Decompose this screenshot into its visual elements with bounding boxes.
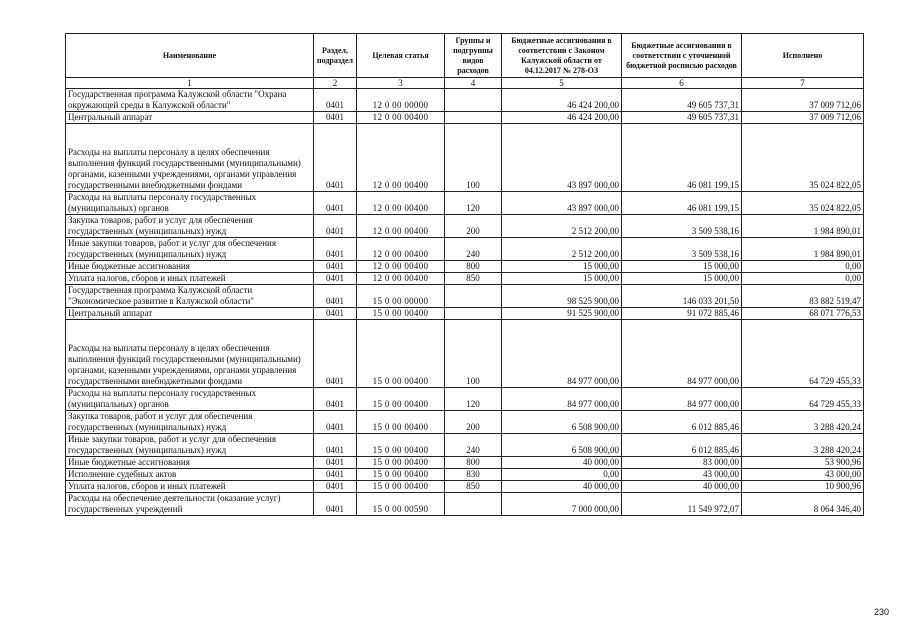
column-number: 6 bbox=[622, 78, 742, 89]
row-section-cell: 0401 bbox=[314, 469, 357, 481]
table-row bbox=[66, 308, 864, 320]
table-row bbox=[66, 457, 864, 469]
row-target-cell: 15 0 00 00400 bbox=[357, 320, 445, 388]
row-group-cell bbox=[445, 308, 502, 320]
row-section-cell: 0401 bbox=[314, 481, 357, 493]
row-group-cell: 240 bbox=[445, 434, 502, 457]
row-target-cell: 15 0 00 00400 bbox=[357, 434, 445, 457]
row-law-amount-cell: 2 512 200,00 bbox=[502, 215, 622, 238]
row-law-amount-cell: 15 000,00 bbox=[502, 273, 622, 285]
row-law-amount-cell: 2 512 200,00 bbox=[502, 238, 622, 261]
row-name-cell: Расходы на выплаты персоналу государственных (муниципальных) органов bbox=[66, 192, 314, 215]
table-row bbox=[66, 411, 864, 434]
row-law-amount-cell: 46 424 200,00 bbox=[502, 112, 622, 124]
row-executed-amount-cell: 53 900,96 bbox=[742, 457, 864, 469]
row-target-cell: 12 0 00 00400 bbox=[357, 124, 445, 192]
table-row bbox=[66, 89, 864, 112]
row-name-cell: Исполнение судебных актов bbox=[66, 469, 314, 481]
row-name-cell: Центральный аппарат bbox=[66, 308, 314, 320]
row-executed-amount-cell: 1 984 890,01 bbox=[742, 238, 864, 261]
row-group-cell bbox=[445, 89, 502, 112]
row-refined-amount-cell: 49 605 737,31 bbox=[622, 89, 742, 112]
row-refined-amount-cell: 84 977 000,00 bbox=[622, 320, 742, 388]
row-group-cell: 200 bbox=[445, 411, 502, 434]
table-row bbox=[66, 261, 864, 273]
header-target: Целевая статья bbox=[357, 34, 445, 78]
row-section-cell: 0401 bbox=[314, 493, 357, 516]
row-section-cell: 0401 bbox=[314, 89, 357, 112]
row-name-cell: Иные закупки товаров, работ и услуг для обеспечения государственных (муниципальных) нужд bbox=[66, 238, 314, 261]
budget-table bbox=[65, 33, 864, 516]
row-target-cell: 15 0 00 00400 bbox=[357, 457, 445, 469]
row-section-cell: 0401 bbox=[314, 457, 357, 469]
row-law-amount-cell: 91 525 900,00 bbox=[502, 308, 622, 320]
header-section: Раздел, подраздел bbox=[314, 34, 357, 78]
row-target-cell: 12 0 00 00400 bbox=[357, 238, 445, 261]
row-group-cell: 830 bbox=[445, 469, 502, 481]
table-row bbox=[66, 112, 864, 124]
table-row bbox=[66, 493, 864, 516]
row-refined-amount-cell: 3 509 538,16 bbox=[622, 238, 742, 261]
row-refined-amount-cell: 46 081 199,15 bbox=[622, 124, 742, 192]
row-law-amount-cell: 84 977 000,00 bbox=[502, 320, 622, 388]
row-group-cell: 800 bbox=[445, 261, 502, 273]
row-refined-amount-cell: 6 012 885,46 bbox=[622, 411, 742, 434]
row-section-cell: 0401 bbox=[314, 308, 357, 320]
row-law-amount-cell: 98 525 900,00 bbox=[502, 285, 622, 308]
header-executed: Исполнено bbox=[742, 34, 864, 78]
row-refined-amount-cell: 46 081 199,15 bbox=[622, 192, 742, 215]
row-refined-amount-cell: 15 000,00 bbox=[622, 273, 742, 285]
row-target-cell: 15 0 00 00400 bbox=[357, 469, 445, 481]
table-body bbox=[66, 89, 864, 516]
row-executed-amount-cell: 0,00 bbox=[742, 261, 864, 273]
row-name-cell: Расходы на выплаты персоналу государственных (муниципальных) органов bbox=[66, 388, 314, 411]
row-name-cell: Уплата налогов, сборов и иных платежей bbox=[66, 481, 314, 493]
row-target-cell: 12 0 00 00400 bbox=[357, 261, 445, 273]
row-group-cell: 100 bbox=[445, 320, 502, 388]
row-executed-amount-cell: 43 000,00 bbox=[742, 469, 864, 481]
column-number: 1 bbox=[66, 78, 314, 89]
row-name-cell: Закупка товаров, работ и услуг для обеспечения государственных (муниципальных) нужд bbox=[66, 411, 314, 434]
row-law-amount-cell: 6 508 900,00 bbox=[502, 411, 622, 434]
header-group: Группы и подгруппы видов расходов bbox=[445, 34, 502, 78]
row-section-cell: 0401 bbox=[314, 273, 357, 285]
row-name-cell: Государственная программа Калужской области "Охрана окружающей среды в Калужской области" bbox=[66, 89, 314, 112]
row-target-cell: 15 0 00 00000 bbox=[357, 285, 445, 308]
row-refined-amount-cell: 15 000,00 bbox=[622, 261, 742, 273]
row-group-cell: 120 bbox=[445, 388, 502, 411]
row-executed-amount-cell: 35 024 822,05 bbox=[742, 192, 864, 215]
row-refined-amount-cell: 3 509 538,16 bbox=[622, 215, 742, 238]
row-law-amount-cell: 40 000,00 bbox=[502, 457, 622, 469]
table-row bbox=[66, 481, 864, 493]
row-group-cell: 120 bbox=[445, 192, 502, 215]
column-number: 2 bbox=[314, 78, 357, 89]
table-row bbox=[66, 434, 864, 457]
row-section-cell: 0401 bbox=[314, 434, 357, 457]
row-executed-amount-cell: 83 882 519,47 bbox=[742, 285, 864, 308]
row-law-amount-cell: 43 897 000,00 bbox=[502, 192, 622, 215]
row-target-cell: 15 0 00 00400 bbox=[357, 308, 445, 320]
column-number: 3 bbox=[357, 78, 445, 89]
row-executed-amount-cell: 37 009 712,06 bbox=[742, 89, 864, 112]
table-row bbox=[66, 215, 864, 238]
column-number-row bbox=[66, 78, 864, 89]
table-row bbox=[66, 469, 864, 481]
row-refined-amount-cell: 11 549 972,07 bbox=[622, 493, 742, 516]
row-name-cell: Закупка товаров, работ и услуг для обеспечения государственных (муниципальных) нужд bbox=[66, 215, 314, 238]
page-number: 230 bbox=[874, 607, 890, 617]
row-target-cell: 12 0 00 00400 bbox=[357, 112, 445, 124]
row-executed-amount-cell: 10 900,96 bbox=[742, 481, 864, 493]
row-name-cell: Расходы на выплаты персоналу в целях обеспечения выполнения функций государственными (муниципальными) органами, казенными учреждениями, органами управления государственными внебюджетными фондами bbox=[66, 124, 314, 192]
row-section-cell: 0401 bbox=[314, 124, 357, 192]
row-refined-amount-cell: 91 072 885,46 bbox=[622, 308, 742, 320]
row-group-cell: 800 bbox=[445, 457, 502, 469]
header-name: Наименование bbox=[66, 34, 314, 78]
table-row bbox=[66, 238, 864, 261]
row-refined-amount-cell: 6 012 885,46 bbox=[622, 434, 742, 457]
row-section-cell: 0401 bbox=[314, 261, 357, 273]
row-name-cell: Центральный аппарат bbox=[66, 112, 314, 124]
row-executed-amount-cell: 64 729 455,33 bbox=[742, 388, 864, 411]
row-refined-amount-cell: 84 977 000,00 bbox=[622, 388, 742, 411]
column-number: 4 bbox=[445, 78, 502, 89]
table-row bbox=[66, 124, 864, 192]
row-law-amount-cell: 46 424 200,00 bbox=[502, 89, 622, 112]
row-executed-amount-cell: 1 984 890,01 bbox=[742, 215, 864, 238]
row-target-cell: 15 0 00 00400 bbox=[357, 411, 445, 434]
row-group-cell bbox=[445, 112, 502, 124]
row-law-amount-cell: 15 000,00 bbox=[502, 261, 622, 273]
row-refined-amount-cell: 43 000,00 bbox=[622, 469, 742, 481]
row-refined-amount-cell: 146 033 201,50 bbox=[622, 285, 742, 308]
row-executed-amount-cell: 0,00 bbox=[742, 273, 864, 285]
row-section-cell: 0401 bbox=[314, 215, 357, 238]
row-target-cell: 12 0 00 00400 bbox=[357, 215, 445, 238]
row-target-cell: 15 0 00 00400 bbox=[357, 388, 445, 411]
row-target-cell: 12 0 00 00000 bbox=[357, 89, 445, 112]
row-group-cell: 240 bbox=[445, 238, 502, 261]
row-name-cell: Уплата налогов, сборов и иных платежей bbox=[66, 273, 314, 285]
row-target-cell: 15 0 00 00400 bbox=[357, 481, 445, 493]
header-row bbox=[66, 34, 864, 78]
row-section-cell: 0401 bbox=[314, 285, 357, 308]
row-refined-amount-cell: 40 000,00 bbox=[622, 481, 742, 493]
row-executed-amount-cell: 3 288 420,24 bbox=[742, 434, 864, 457]
row-law-amount-cell: 0,00 bbox=[502, 469, 622, 481]
table-row bbox=[66, 320, 864, 388]
row-law-amount-cell: 7 000 000,00 bbox=[502, 493, 622, 516]
row-executed-amount-cell: 37 009 712,06 bbox=[742, 112, 864, 124]
row-group-cell: 850 bbox=[445, 273, 502, 285]
table-row bbox=[66, 388, 864, 411]
table-row bbox=[66, 285, 864, 308]
row-law-amount-cell: 84 977 000,00 bbox=[502, 388, 622, 411]
row-executed-amount-cell: 8 064 346,40 bbox=[742, 493, 864, 516]
column-number: 5 bbox=[502, 78, 622, 89]
row-law-amount-cell: 43 897 000,00 bbox=[502, 124, 622, 192]
header-refined: Бюджетные ассигнования в соответствии с уточненной бюджетной росписью расходов bbox=[622, 34, 742, 78]
row-group-cell bbox=[445, 285, 502, 308]
row-law-amount-cell: 6 508 900,00 bbox=[502, 434, 622, 457]
row-law-amount-cell: 40 000,00 bbox=[502, 481, 622, 493]
row-group-cell: 100 bbox=[445, 124, 502, 192]
table-row bbox=[66, 192, 864, 215]
row-executed-amount-cell: 35 024 822,05 bbox=[742, 124, 864, 192]
row-name-cell: Иные закупки товаров, работ и услуг для обеспечения государственных (муниципальных) нужд bbox=[66, 434, 314, 457]
row-name-cell: Иные бюджетные ассигнования bbox=[66, 457, 314, 469]
row-name-cell: Расходы на выплаты персоналу в целях обеспечения выполнения функций государственными (муниципальными) органами, казенными учреждениями, органами управления государственными внебюджетными фондами bbox=[66, 320, 314, 388]
row-section-cell: 0401 bbox=[314, 238, 357, 261]
row-refined-amount-cell: 49 605 737,31 bbox=[622, 112, 742, 124]
row-section-cell: 0401 bbox=[314, 192, 357, 215]
row-executed-amount-cell: 3 288 420,24 bbox=[742, 411, 864, 434]
row-name-cell: Расходы на обеспечение деятельности (оказание услуг) государственных учреждений bbox=[66, 493, 314, 516]
row-refined-amount-cell: 83 000,00 bbox=[622, 457, 742, 469]
row-section-cell: 0401 bbox=[314, 112, 357, 124]
row-target-cell: 15 0 00 00590 bbox=[357, 493, 445, 516]
table-row bbox=[66, 273, 864, 285]
row-section-cell: 0401 bbox=[314, 388, 357, 411]
column-number: 7 bbox=[742, 78, 864, 89]
row-name-cell: Государственная программа Калужской области "Экономическое развитие в Калужской области" bbox=[66, 285, 314, 308]
row-executed-amount-cell: 64 729 455,33 bbox=[742, 320, 864, 388]
row-name-cell: Иные бюджетные ассигнования bbox=[66, 261, 314, 273]
row-target-cell: 12 0 00 00400 bbox=[357, 273, 445, 285]
row-target-cell: 12 0 00 00400 bbox=[357, 192, 445, 215]
row-section-cell: 0401 bbox=[314, 320, 357, 388]
row-executed-amount-cell: 68 071 776,53 bbox=[742, 308, 864, 320]
row-section-cell: 0401 bbox=[314, 411, 357, 434]
row-group-cell: 850 bbox=[445, 481, 502, 493]
header-law: Бюджетные ассигнования в соответствии с Законом Калужской области от 04.12.2017 № 278-ОЗ bbox=[502, 34, 622, 78]
row-group-cell: 200 bbox=[445, 215, 502, 238]
row-group-cell bbox=[445, 493, 502, 516]
